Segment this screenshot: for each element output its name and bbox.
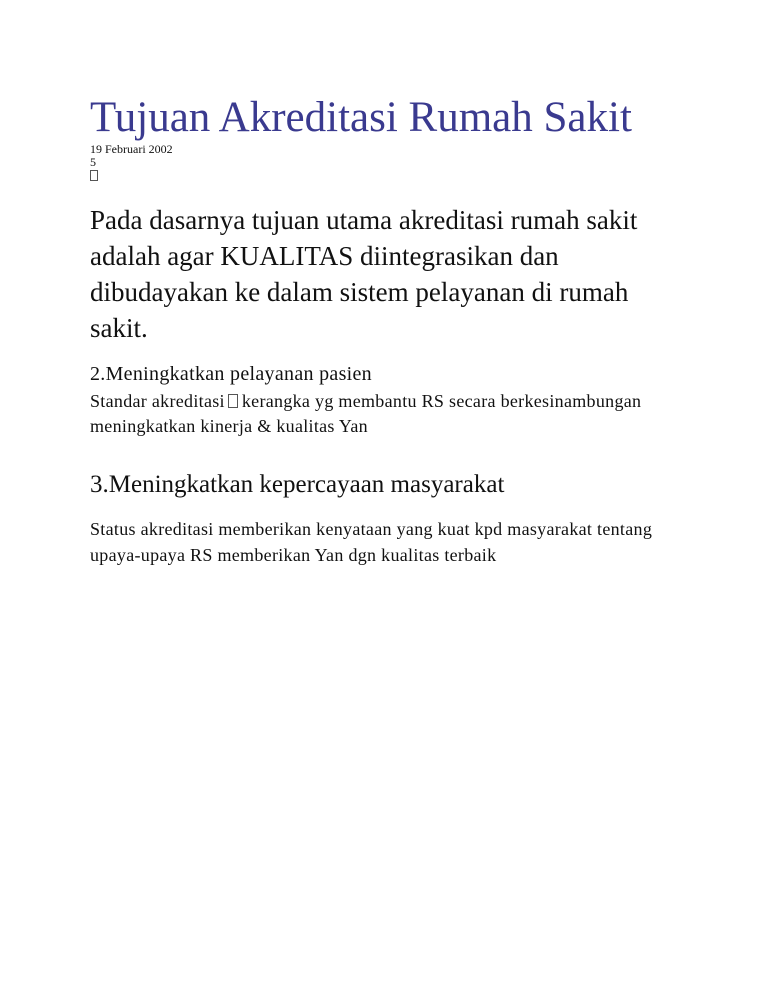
placeholder-glyph-icon — [90, 170, 98, 185]
slide-number: 5 — [90, 155, 96, 169]
point-3-heading: 3.Meningkatkan kepercayaan masyarakat — [90, 471, 505, 498]
point-2-text-start: Standar akreditasi — [90, 391, 225, 411]
point-2-text-end: kerangka yg membantu RS secara berkesinambungan meningkatkan kinerja & kualitas Yan — [90, 391, 642, 436]
lead-paragraph: Pada dasarnya tujuan utama akreditasi rumah sakit adalah agar KUALITAS diintegrasikan dan dibudayakan ke dalam sistem pelayanan di rumah sakit. — [90, 205, 638, 343]
point-2-heading: 2.Meningkatkan pelayanan pasien — [90, 363, 372, 385]
document-title: Tujuan Akreditasi Rumah Sakit — [90, 94, 632, 141]
placeholder-glyph-icon — [228, 394, 238, 408]
document-date: 19 Februari 2002 — [90, 142, 173, 156]
point-3-text: Status akreditasi memberikan kenyataan yang kuat kpd masyarakat tentang upaya-upaya RS memberikan Yan dgn kualitas terbaik — [90, 519, 653, 565]
point-2-text — [90, 389, 690, 439]
